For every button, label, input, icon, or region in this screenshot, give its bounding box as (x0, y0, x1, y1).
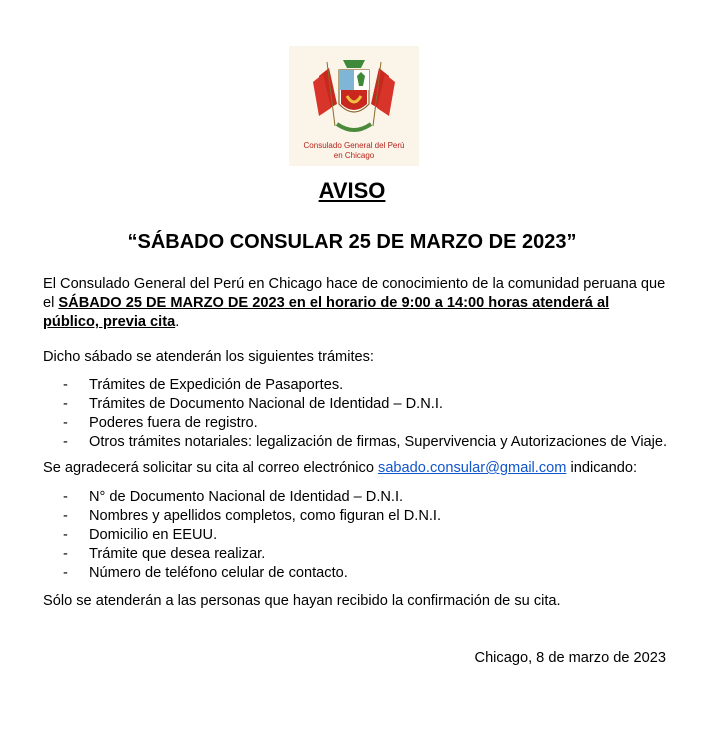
service-text: Poderes fuera de registro. (89, 415, 258, 431)
bullet-dash: - (63, 377, 68, 393)
list-item (63, 376, 667, 395)
intro-date-highlight: SÁBADO 25 DE MARZO DE 2023 (58, 295, 285, 311)
bullet-dash: - (63, 396, 68, 412)
service-text: Otros trámites notariales: legalización de firmas, Supervivencia y Autorizaciones de Viaje. (89, 434, 668, 450)
service-text: Trámites de Expedición de Pasaportes. (89, 377, 344, 393)
list-item (63, 545, 441, 564)
requirement-text: Nombres y apellidos completos, como figuran el D.N.I. (89, 508, 442, 524)
requirements-list (63, 488, 441, 583)
services-intro: Dicho sábado se atenderán los siguientes trámites: (43, 349, 374, 365)
requirement-text: Domicilio en EEUU. (89, 527, 218, 543)
contact-paragraph (43, 459, 668, 478)
bullet-dash: - (63, 434, 68, 450)
intro-schedule-highlight: en el horario de 9:00 a 14:00 horas atenderá al público, previa cita (43, 295, 610, 330)
notice-title: AVISO (318, 178, 386, 203)
list-item (63, 564, 441, 583)
list-item (63, 507, 441, 526)
list-item (63, 526, 441, 545)
bullet-dash: - (63, 415, 68, 431)
bullet-dash: - (63, 546, 68, 562)
requirement-text: Trámite que desea realizar. (89, 546, 266, 562)
requirement-text: Número de teléfono celular de contacto. (89, 565, 348, 581)
list-item (63, 395, 667, 414)
logo-caption-line2: en Chicago (333, 151, 375, 160)
intro-period: . (175, 314, 180, 330)
closing-paragraph: Sólo se atenderán a las personas que hayan recibido la confirmación de su cita. (43, 593, 561, 609)
bullet-dash: - (63, 489, 68, 505)
list-item (63, 433, 667, 452)
requirement-text: N° de Documento Nacional de Identidad – D.N.I. (89, 489, 404, 505)
services-list (63, 376, 667, 452)
bullet-dash: - (63, 527, 68, 543)
contact-text-before: Se agradecerá solicitar su cita al correo electrónico (43, 460, 379, 476)
coat-of-arms-icon (289, 46, 419, 141)
consulate-logo (289, 46, 419, 166)
document-date: Chicago, 8 de marzo de 2023 (474, 650, 666, 666)
notice-headline: “SÁBADO CONSULAR 25 DE MARZO DE 2023” (127, 231, 577, 253)
email-link[interactable]: sabado.consular@gmail.com (378, 460, 567, 476)
logo-caption-line1: Consulado General del Perú (303, 141, 405, 150)
list-item (63, 488, 441, 507)
intro-text-1: El Consulado General del Perú en Chicago hace de conocimiento de la comunidad peruana que el (43, 276, 666, 311)
service-text: Trámites de Documento Nacional de Identidad – D.N.I. (89, 396, 443, 412)
contact-text-after: indicando: (566, 460, 638, 476)
list-item (63, 414, 667, 433)
bullet-dash: - (63, 508, 68, 524)
intro-paragraph (43, 275, 668, 332)
bullet-dash: - (63, 565, 68, 581)
